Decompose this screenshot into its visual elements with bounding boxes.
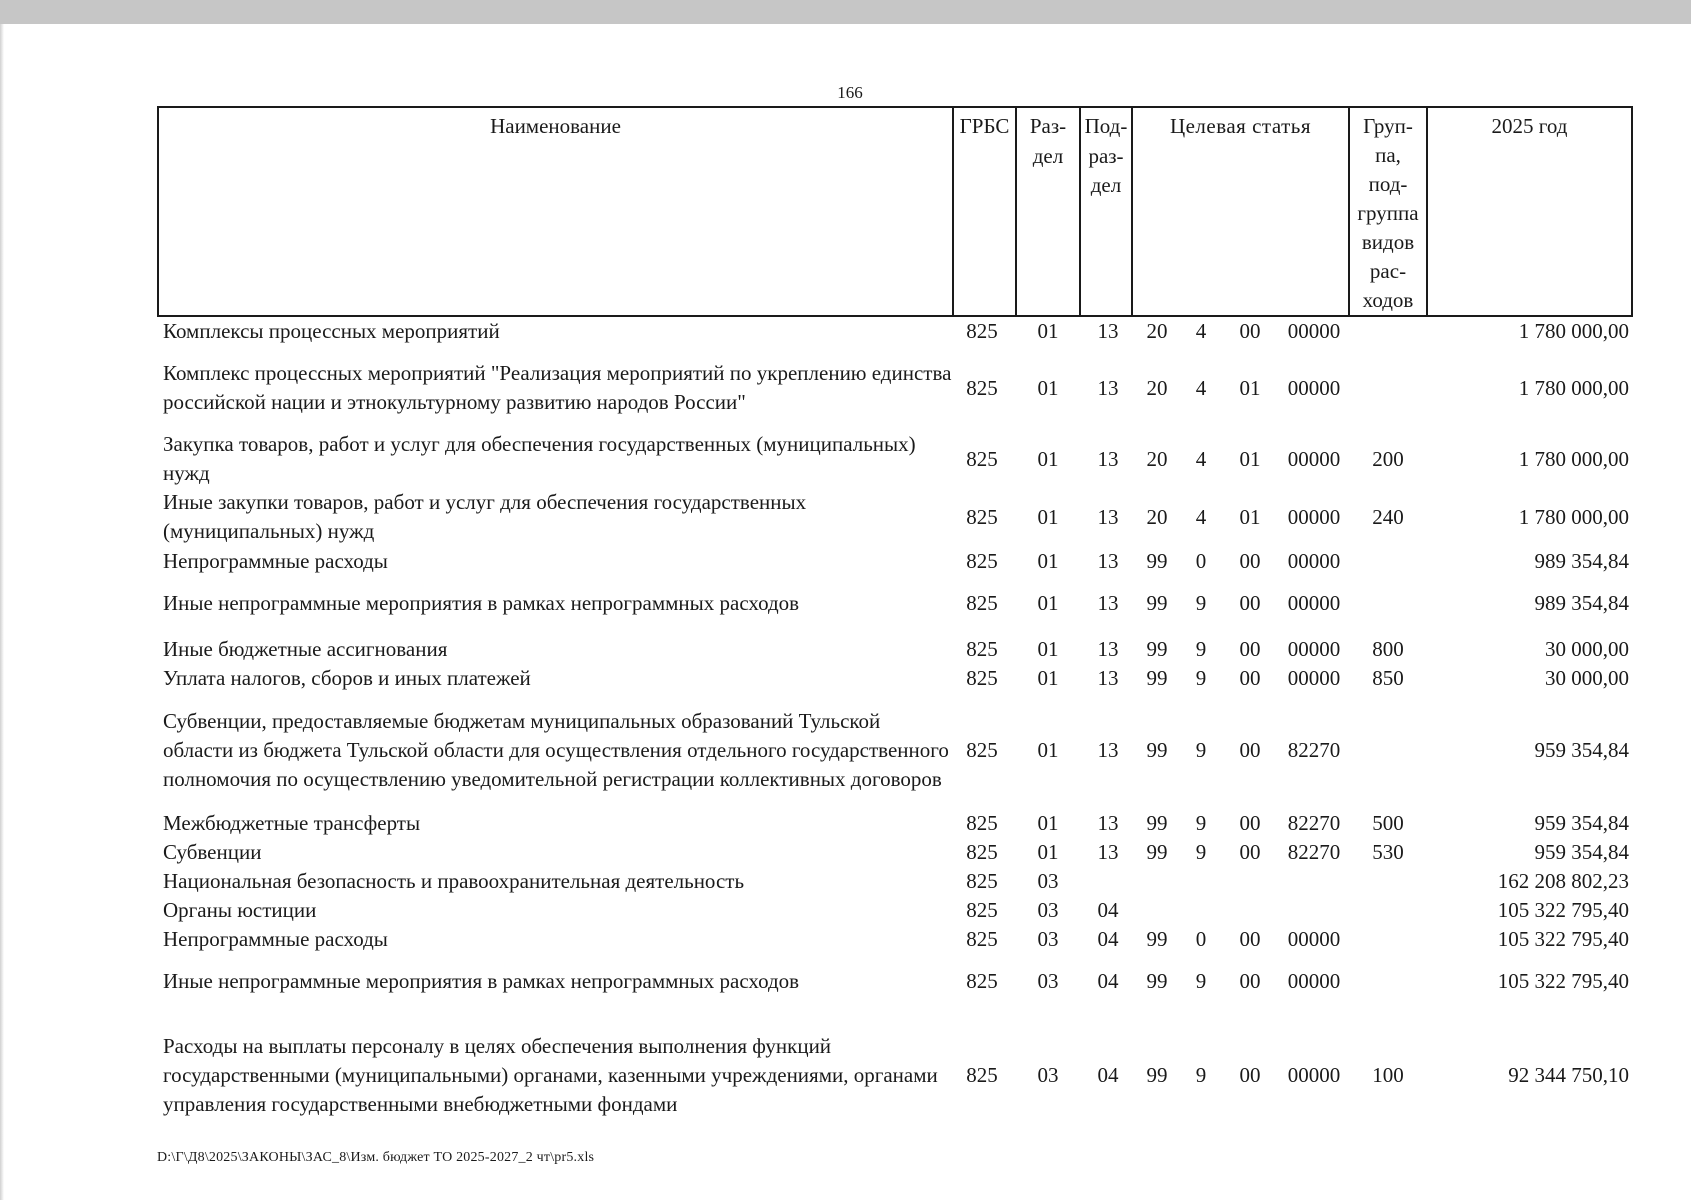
cell-cs4: 00000: [1287, 926, 1341, 951]
cell-pr: 04: [1097, 926, 1119, 951]
cell-cs2: 9: [1195, 665, 1207, 690]
row-name: Уплата налогов, сборов и иных платежей: [163, 665, 531, 690]
cell-cs2: 9: [1195, 810, 1207, 835]
cell-pr: 13: [1097, 446, 1119, 471]
cell-grbs: 825: [966, 926, 998, 951]
cell-grbs: 825: [966, 548, 998, 573]
table-row: [157, 692, 1631, 808]
table-row: [157, 358, 1631, 418]
table-row: [157, 546, 1631, 576]
cell-vr: 100: [1372, 1062, 1404, 1087]
row-name: Иные бюджетные ассигнования: [163, 636, 448, 661]
cell-rz: 03: [1037, 968, 1059, 993]
table-row: [157, 430, 1631, 488]
cell-amount: 105 322 795,40: [1497, 897, 1629, 922]
cell-rz: 01: [1037, 318, 1059, 343]
cell-cs2: 9: [1195, 737, 1207, 762]
cell-rz: 01: [1037, 839, 1059, 864]
cell-rz: 03: [1037, 926, 1059, 951]
cell-cs3: 00: [1239, 548, 1261, 573]
cell-cs1: 20: [1146, 504, 1168, 529]
cell-grbs: 825: [966, 375, 998, 400]
row-name: Национальная безопасность и правоохранительная деятельность: [163, 868, 745, 893]
cell-rz: 01: [1037, 548, 1059, 573]
table-row: [157, 924, 1631, 954]
scan-border-left: [0, 24, 4, 1200]
cell-cs1: 99: [1146, 590, 1168, 615]
cell-vr: 800: [1372, 636, 1404, 661]
cell-grbs: 825: [966, 665, 998, 690]
row-name: Расходы на выплаты персоналу в целях обеспечения выполнения функций государственными (муниципальными) органами, казенными учреждениями, органами управления государственными внебюджетными фондами: [163, 1033, 938, 1116]
header-name: Наименование: [158, 107, 953, 316]
cell-amount: 162 208 802,23: [1497, 868, 1629, 893]
table-header: [157, 106, 1633, 317]
cell-vr: 240: [1372, 504, 1404, 529]
cell-cs3: 01: [1239, 504, 1261, 529]
cell-vr: 530: [1372, 839, 1404, 864]
cell-cs4: 00000: [1287, 318, 1341, 343]
cell-amount: 959 354,84: [1534, 810, 1629, 835]
cell-cs4: 00000: [1287, 504, 1341, 529]
cell-pr: 13: [1097, 548, 1119, 573]
cell-cs1: 99: [1146, 636, 1168, 661]
cell-rz: 01: [1037, 446, 1059, 471]
file-path-footer: D:\Г\Д8\2025\ЗАКОНЫ\ЗАС_8\Изм. бюджет ТО 2025-2027_2 чт\pr5.xls: [157, 1150, 595, 1165]
cell-cs2: 9: [1195, 1062, 1207, 1087]
header-gruppa: Груп- па, под- группа видов рас- ходов: [1349, 107, 1427, 316]
cell-cs4: 00000: [1287, 665, 1341, 690]
cell-rz: 01: [1037, 665, 1059, 690]
cell-cs3: 00: [1239, 590, 1261, 615]
cell-grbs: 825: [966, 810, 998, 835]
row-name: Иные непрограммные мероприятия в рамках непрограммных расходов: [163, 590, 800, 615]
cell-rz: 01: [1037, 504, 1059, 529]
table-row: [157, 488, 1631, 546]
cell-grbs: 825: [966, 446, 998, 471]
cell-cs1: 20: [1146, 318, 1168, 343]
cell-amount: 989 354,84: [1534, 590, 1629, 615]
cell-pr: 13: [1097, 590, 1119, 615]
cell-cs2: 4: [1195, 318, 1207, 343]
cell-cs3: 00: [1239, 636, 1261, 661]
cell-amount: 1 780 000,00: [1518, 318, 1629, 343]
cell-cs1: 99: [1146, 839, 1168, 864]
cell-amount: 30 000,00: [1545, 636, 1629, 661]
cell-cs3: 00: [1239, 810, 1261, 835]
cell-vr: 500: [1372, 810, 1404, 835]
cell-cs1: 99: [1146, 968, 1168, 993]
cell-cs2: 0: [1195, 926, 1207, 951]
cell-rz: 03: [1037, 897, 1059, 922]
cell-cs2: 9: [1195, 968, 1207, 993]
cell-grbs: 825: [966, 1062, 998, 1087]
cell-pr: 13: [1097, 810, 1119, 835]
cell-cs4: 00000: [1287, 446, 1341, 471]
cell-cs1: 20: [1146, 375, 1168, 400]
cell-grbs: 825: [966, 839, 998, 864]
header-razdel: Раз- дел: [1016, 107, 1080, 316]
row-name: Межбюджетные трансферты: [163, 810, 421, 835]
cell-grbs: 825: [966, 868, 998, 893]
cell-cs3: 00: [1239, 968, 1261, 993]
cell-grbs: 825: [966, 504, 998, 529]
cell-rz: 01: [1037, 590, 1059, 615]
page-number: 166: [837, 83, 863, 102]
cell-cs3: 00: [1239, 318, 1261, 343]
cell-cs4: 00000: [1287, 548, 1341, 573]
cell-cs1: 99: [1146, 926, 1168, 951]
cell-cs1: 99: [1146, 1062, 1168, 1087]
cell-amount: 959 354,84: [1534, 737, 1629, 762]
cell-cs2: 4: [1195, 504, 1207, 529]
table-row: [157, 634, 1631, 664]
row-name: Субвенции: [163, 839, 262, 864]
cell-amount: 989 354,84: [1534, 548, 1629, 573]
cell-cs1: 99: [1146, 548, 1168, 573]
cell-grbs: 825: [966, 636, 998, 661]
cell-amount: 92 344 750,10: [1508, 1062, 1629, 1087]
row-name: Непрограммные расходы: [163, 548, 388, 573]
cell-rz: 01: [1037, 636, 1059, 661]
cell-pr: 13: [1097, 737, 1119, 762]
cell-pr: 13: [1097, 636, 1119, 661]
table-row: [157, 316, 1631, 346]
cell-cs3: 00: [1239, 737, 1261, 762]
cell-cs4: 82270: [1287, 839, 1341, 864]
cell-amount: 30 000,00: [1545, 665, 1629, 690]
cell-cs2: 4: [1195, 375, 1207, 400]
cell-pr: 13: [1097, 504, 1119, 529]
cell-cs3: 00: [1239, 839, 1261, 864]
cell-amount: 1 780 000,00: [1518, 504, 1629, 529]
table-row: [157, 1031, 1631, 1119]
table-row: [157, 586, 1631, 620]
cell-pr: 04: [1097, 897, 1119, 922]
cell-cs1: 99: [1146, 810, 1168, 835]
cell-cs1: 99: [1146, 665, 1168, 690]
cell-amount: 1 780 000,00: [1518, 375, 1629, 400]
cell-cs3: 00: [1239, 665, 1261, 690]
cell-amount: 105 322 795,40: [1497, 968, 1629, 993]
cell-grbs: 825: [966, 590, 998, 615]
cell-cs4: 82270: [1287, 737, 1341, 762]
row-name: Иные непрограммные мероприятия в рамках непрограммных расходов: [163, 968, 800, 993]
cell-pr: 13: [1097, 375, 1119, 400]
cell-rz: 01: [1037, 375, 1059, 400]
cell-cs1: 99: [1146, 737, 1168, 762]
cell-cs3: 01: [1239, 446, 1261, 471]
table-row: [157, 895, 1631, 925]
cell-vr: 850: [1372, 665, 1404, 690]
cell-pr: 04: [1097, 968, 1119, 993]
cell-cs4: 00000: [1287, 636, 1341, 661]
row-name: Субвенции, предоставляемые бюджетам муниципальных образований Тульской области из бюджета Тульской области для осуществления отдельного государственного полномочия по осуществлению уведомительной регистрации коллективных договоров: [163, 708, 949, 791]
cell-cs2: 9: [1195, 839, 1207, 864]
header-podrazdel: Под- раз- дел: [1080, 107, 1132, 316]
row-name: Комплекс процессных мероприятий "Реализация мероприятий по укреплению единства российской нации и этнокультурному развитию народов России": [163, 361, 952, 414]
cell-cs4: 82270: [1287, 810, 1341, 835]
row-name: Органы юстиции: [163, 897, 317, 922]
cell-amount: 959 354,84: [1534, 839, 1629, 864]
cell-grbs: 825: [966, 318, 998, 343]
cell-grbs: 825: [966, 737, 998, 762]
row-name: Иные закупки товаров, работ и услуг для обеспечения государственных (муниципальных) нужд: [163, 490, 807, 543]
cell-amount: 1 780 000,00: [1518, 446, 1629, 471]
cell-vr: 200: [1372, 446, 1404, 471]
cell-cs3: 00: [1239, 926, 1261, 951]
cell-rz: 03: [1037, 868, 1059, 893]
row-name: Комплексы процессных мероприятий: [163, 318, 500, 343]
cell-rz: 03: [1037, 1062, 1059, 1087]
header-celevaya-statya: Целевая статья: [1132, 107, 1349, 316]
table-row: [157, 808, 1631, 838]
cell-pr: 13: [1097, 839, 1119, 864]
cell-rz: 01: [1037, 737, 1059, 762]
row-name: Непрограммные расходы: [163, 926, 388, 951]
table-row: [157, 866, 1631, 896]
cell-cs4: 00000: [1287, 1062, 1341, 1087]
table-row: [157, 837, 1631, 867]
row-name: Закупка товаров, работ и услуг для обеспечения государственных (муниципальных) нужд: [163, 432, 916, 485]
cell-cs2: 9: [1195, 590, 1207, 615]
table-row: [157, 964, 1631, 998]
header-grbs: ГРБС: [953, 107, 1016, 316]
cell-amount: 105 322 795,40: [1497, 926, 1629, 951]
cell-pr: 04: [1097, 1062, 1119, 1087]
cell-rz: 01: [1037, 810, 1059, 835]
cell-pr: 13: [1097, 665, 1119, 690]
cell-cs4: 00000: [1287, 590, 1341, 615]
table-row: [157, 663, 1631, 693]
cell-cs2: 9: [1195, 636, 1207, 661]
cell-grbs: 825: [966, 968, 998, 993]
cell-cs4: 00000: [1287, 968, 1341, 993]
cell-cs3: 01: [1239, 375, 1261, 400]
scan-border-top: [0, 0, 1691, 24]
cell-cs3: 00: [1239, 1062, 1261, 1087]
header-year: 2025 год: [1427, 107, 1632, 316]
cell-cs2: 0: [1195, 548, 1207, 573]
cell-cs1: 20: [1146, 446, 1168, 471]
cell-pr: 13: [1097, 318, 1119, 343]
cell-cs2: 4: [1195, 446, 1207, 471]
cell-cs4: 00000: [1287, 375, 1341, 400]
cell-grbs: 825: [966, 897, 998, 922]
